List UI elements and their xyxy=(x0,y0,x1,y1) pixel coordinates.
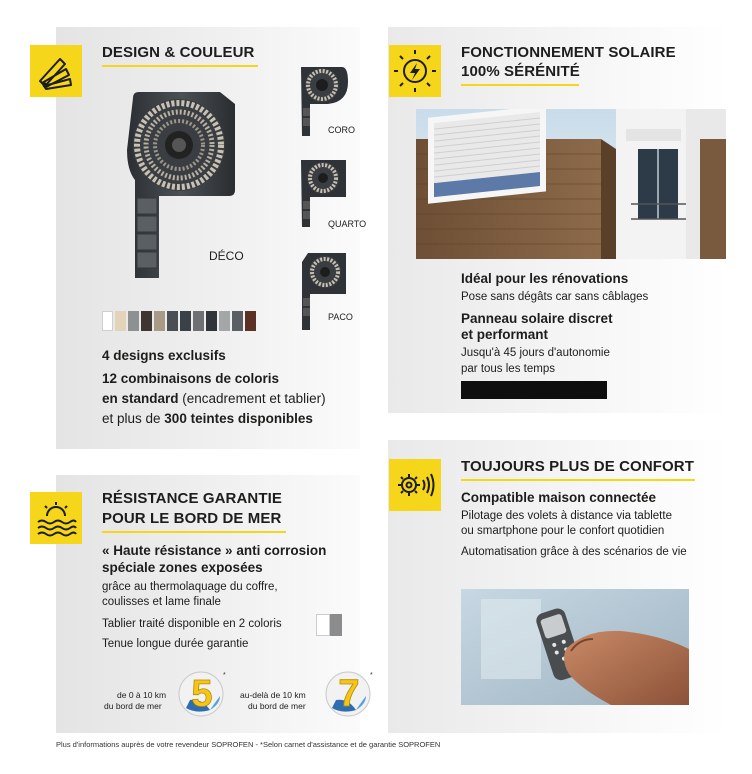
confort-title-underline xyxy=(461,479,695,481)
solaire-heading-renovation: Idéal pour les rénovations xyxy=(461,271,629,286)
design-standard-rest: (encadrement et tablier) xyxy=(178,391,326,406)
svg-text:*: * xyxy=(370,672,373,679)
mer-text-tablier: Tablier traité disponible en 2 coloris xyxy=(102,618,282,630)
guarantee2-line2: du bord de mer xyxy=(248,701,306,711)
gear-wireless-icon xyxy=(389,459,441,511)
confort-title: TOUJOURS PLUS DE CONFORT xyxy=(461,458,694,475)
solar-house-photo xyxy=(416,109,726,259)
guarantee-7-years-badge xyxy=(322,668,376,718)
design-teintes-pre: et plus de xyxy=(102,411,165,426)
solaire-text-autonomie-1: Jusqu'à 45 jours d'autonomie xyxy=(461,347,610,359)
design-title-underline xyxy=(102,65,258,67)
mer-heading-2: spéciale zones exposées xyxy=(102,560,263,575)
mer-title-line2: POUR LE BORD DE MER xyxy=(102,510,282,527)
design-line-combinations: 12 combinaisons de coloris xyxy=(102,371,280,386)
color-swatch xyxy=(232,311,243,331)
color-swatch xyxy=(102,311,113,331)
mer-text-tenue: Tenue longue durée garantie xyxy=(102,638,249,650)
solaire-title-underline xyxy=(461,84,579,86)
color-swatch xyxy=(219,311,230,331)
guarantee-5-digit: 5 xyxy=(191,673,213,715)
solaire-title-line2: 100% SÉRÉNITÉ xyxy=(461,63,580,80)
confort-text-automatisation: Automatisation grâce à des scénarios de vie xyxy=(461,546,687,558)
color-swatch xyxy=(193,311,204,331)
design-teintes-bold: 300 teintes disponibles xyxy=(164,411,313,426)
model-label-quarto: QUARTO xyxy=(328,219,367,229)
solaire-heading-panneau-1: Panneau solaire discret xyxy=(461,311,613,326)
mer-text-thermo-2: coulisses et lame finale xyxy=(102,596,221,608)
color-swatch xyxy=(245,311,256,331)
color-palette-icon xyxy=(30,45,82,97)
design-line-standard xyxy=(102,389,326,409)
solaire-title-line1: FONCTIONNEMENT SOLAIRE xyxy=(461,44,676,61)
color-swatch xyxy=(115,311,126,331)
model-label-coro: CORO xyxy=(328,125,355,135)
guarantee-7-digit: 7 xyxy=(338,673,360,715)
solar-panel-image xyxy=(461,381,607,399)
confort-heading-connectee: Compatible maison connectée xyxy=(461,490,657,505)
color-swatch xyxy=(167,311,178,331)
confort-text-pilotage-2: ou smartphone pour le confort quotidien xyxy=(461,525,665,537)
tablier-color-grey xyxy=(330,614,342,636)
color-swatch xyxy=(206,311,217,331)
model-label-deco: DÉCO xyxy=(209,249,244,263)
sun-waves-icon xyxy=(30,492,82,544)
svg-text:*: * xyxy=(223,672,226,679)
design-line-designs: 4 designs exclusifs xyxy=(102,348,226,363)
mer-title-line1: RÉSISTANCE GARANTIE xyxy=(102,490,282,507)
mer-text-thermo-1: grâce au thermolaquage du coffre, xyxy=(102,581,278,593)
guarantee1-line2: du bord de mer xyxy=(104,701,162,711)
design-title: DESIGN & COULEUR xyxy=(102,44,255,61)
design-line-teintes xyxy=(102,409,313,429)
guarantee-5-years-badge xyxy=(176,668,228,718)
model-label-paco: PACO xyxy=(328,312,353,322)
footer-note: Plus d'informations auprès de votre revendeur SOPROFEN - *Selon carnet d'assistance et de garantie SOPROFEN xyxy=(56,740,441,749)
solaire-heading-panneau-2: et performant xyxy=(461,327,549,342)
color-swatch xyxy=(128,311,139,331)
color-swatch xyxy=(154,311,165,331)
mer-title-underline xyxy=(102,531,286,533)
confort-text-pilotage-1: Pilotage des volets à distance via tablette xyxy=(461,510,672,522)
design-standard-bold: en standard xyxy=(102,391,179,406)
color-swatch xyxy=(141,311,152,331)
sun-lightning-icon xyxy=(389,45,441,97)
guarantee2-line1: au-delà de 10 km xyxy=(240,690,306,700)
mer-heading-1: « Haute résistance » anti corrosion xyxy=(102,543,327,558)
solaire-text-autonomie-2: par tous les temps xyxy=(461,363,555,375)
color-swatch xyxy=(180,311,191,331)
remote-control-photo xyxy=(461,589,689,705)
guarantee1-line1: de 0 à 10 km xyxy=(117,690,167,700)
solaire-text-pose: Pose sans dégâts car sans câblages xyxy=(461,291,649,303)
tablier-color-white xyxy=(316,614,330,636)
